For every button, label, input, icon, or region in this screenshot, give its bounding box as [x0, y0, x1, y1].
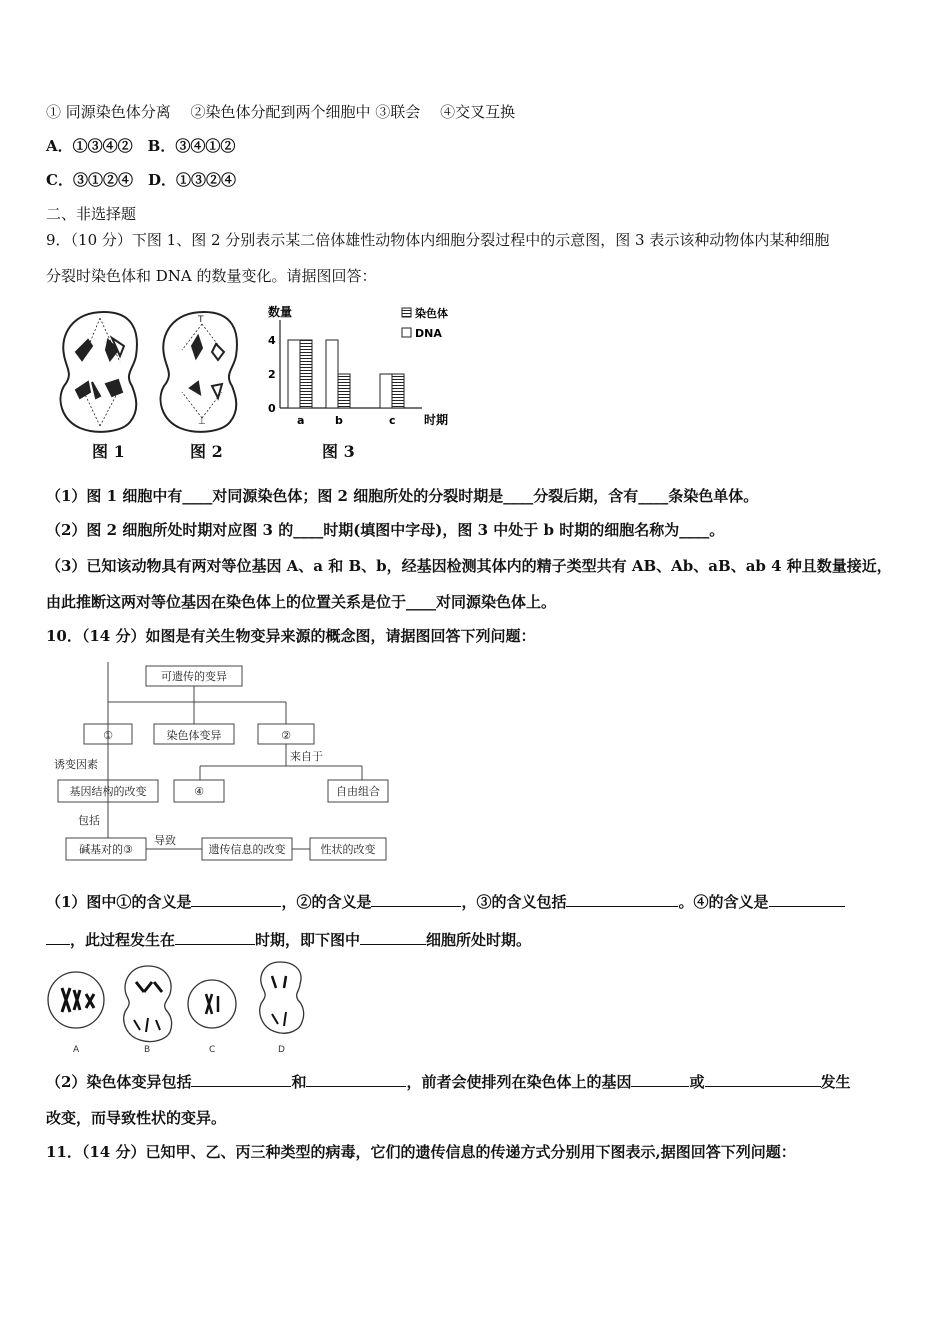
bar-DNA-b [326, 340, 338, 408]
cell-label-b: B [144, 1045, 151, 1055]
q10-p1c: ，③的含义包括 [461, 893, 567, 911]
concept-label-lead: 导致 [154, 834, 176, 847]
bar-染色体-b [338, 374, 350, 408]
q9-part1: （1）图 1 细胞中有____对同源染色体；图 2 细胞所处的分裂时期是____分裂后期，含有____条染色单体。 [46, 487, 759, 505]
blank[interactable] [191, 1072, 291, 1087]
legend-label-DNA: DNA [415, 327, 442, 340]
q10-p2e: 发生 [820, 1073, 851, 1091]
section-heading: 二、非选择题 [46, 205, 137, 223]
blank[interactable] [191, 892, 281, 907]
q10-part1-line1 [46, 892, 845, 912]
fig1-cell [61, 312, 137, 432]
concept-node-gene: 基因结构的改变 [69, 785, 147, 798]
cell-c [188, 980, 236, 1028]
svg-text:⊥: ⊥ [198, 417, 206, 427]
x-tick-b: b [335, 414, 343, 427]
concept-node-trait: 性状的改变 [320, 843, 376, 856]
q9-stem-line2: 分裂时染色体和 DNA 的数量变化。请据图回答： [46, 267, 377, 285]
q10-p2d: 或 [689, 1073, 705, 1091]
blank[interactable] [46, 930, 70, 945]
concept-node-base: 碱基对的③ [79, 843, 133, 856]
y-tick-0: 0 [268, 402, 276, 415]
q10-p2b: 和 [291, 1073, 307, 1091]
concept-node-info: 遗传信息的改变 [208, 843, 286, 856]
blank[interactable] [631, 1072, 689, 1087]
y-tick-4: 4 [268, 334, 276, 347]
legend-label-染色体: 染色体 [415, 307, 448, 320]
concept-node-1: ① [103, 729, 113, 742]
cell-d [260, 962, 304, 1033]
fig3-chart [262, 300, 462, 435]
q10-p1a: （1）图中①的含义是 [46, 893, 192, 911]
q10-part2-line1 [46, 1072, 851, 1092]
concept-label-induce: 诱变因素 [54, 758, 98, 771]
fig1-caption: 图 1 [92, 442, 125, 461]
cell-label-c: C [209, 1045, 216, 1055]
concept-label-from: 来自于 [290, 750, 323, 763]
q10-stem: 10．（14 分）如图是有关生物变异来源的概念图，请据图回答下列问题： [46, 627, 536, 645]
q9-stem-line1: 9．（10 分）下图 1、图 2 分别表示某二倍体雄性动物体内细胞分裂过程中的示意图，图 3 表示该种动物体内某种细胞 [46, 231, 830, 249]
cell-label-a: A [73, 1045, 80, 1055]
concept-node-4: ④ [194, 785, 204, 798]
concept-node-free: 自由组合 [336, 785, 380, 798]
fig2-cell [161, 312, 237, 432]
bar-染色体-a [300, 340, 312, 408]
q10-p1f: 时期，即下图中 [255, 931, 361, 949]
svg-text:T: T [198, 315, 204, 325]
y-tick-2: 2 [268, 368, 276, 381]
q10-cell-figures [40, 958, 320, 1058]
q10-p2c: ，前者会使排列在染色体上的基因 [406, 1073, 632, 1091]
q8-option-ab: A．①③④② B．③④①② [46, 137, 236, 155]
concept-label-include: 包括 [78, 814, 100, 827]
q9-part3-line1: （3）已知该动物具有两对等位基因 A、a 和 B、b，经基因检测其体内的精子类型共有 AB、Ab、aB、ab 4 种且数量接近， [46, 557, 892, 575]
concept-node-chromosome: 染色体变异 [166, 729, 222, 742]
q8-stem: ① 同源染色体分离 ②染色体分配到两个细胞中 ③联会 ④交叉互换 [46, 103, 516, 121]
q10-p1d: 。④的含义是 [678, 893, 769, 911]
blank[interactable] [306, 1072, 406, 1087]
q10-concept-map [50, 662, 400, 872]
concept-root: 可遗传的变异 [161, 670, 227, 683]
q11-stem: 11．（14 分）已知甲、乙、丙三种类型的病毒，它们的遗传信息的传递方式分别用下图表示,据图回答下列问题： [46, 1143, 796, 1161]
q10-p2a: （2）染色体变异包括 [46, 1073, 192, 1091]
x-tick-a: a [297, 414, 305, 427]
blank[interactable] [175, 930, 255, 945]
blank[interactable] [360, 930, 426, 945]
bar-染色体-c [392, 374, 404, 408]
fig3-caption: 图 3 [322, 442, 355, 461]
q10-p1b: ，②的含义是 [281, 893, 372, 911]
q10-p1e: ，此过程发生在 [70, 931, 176, 949]
blank[interactable] [371, 892, 461, 907]
legend-swatch-染色体 [402, 308, 411, 317]
cell-label-d: D [278, 1045, 285, 1055]
q10-part2-line2: 改变，而导致性状的变异。 [46, 1109, 227, 1127]
bar-DNA-c [380, 374, 392, 408]
fig2-caption: 图 2 [190, 442, 223, 461]
chart-xlabel: 时期 [424, 413, 449, 427]
x-tick-c: c [389, 414, 396, 427]
cell-b [124, 966, 172, 1042]
legend-swatch-DNA [402, 328, 411, 337]
q10-p1g: 细胞所处时期。 [426, 931, 532, 949]
bar-DNA-a [288, 340, 300, 408]
blank[interactable] [566, 892, 678, 907]
q9-part2: （2）图 2 细胞所处时期对应图 3 的____时期(填图中字母)，图 3 中处于 b 时期的细胞名称为____。 [46, 521, 725, 539]
concept-node-2: ② [281, 729, 291, 742]
q8-option-cd: C．③①②④ D．①③②④ [46, 171, 236, 189]
chart-ylabel: 数量 [268, 305, 293, 319]
q9-part3-line2: 由此推断这两对等位基因在染色体上的位置关系是位于____对同源染色体上。 [46, 593, 557, 611]
blank[interactable] [769, 892, 845, 907]
q10-part1-line2 [46, 930, 531, 950]
blank[interactable] [705, 1072, 821, 1087]
